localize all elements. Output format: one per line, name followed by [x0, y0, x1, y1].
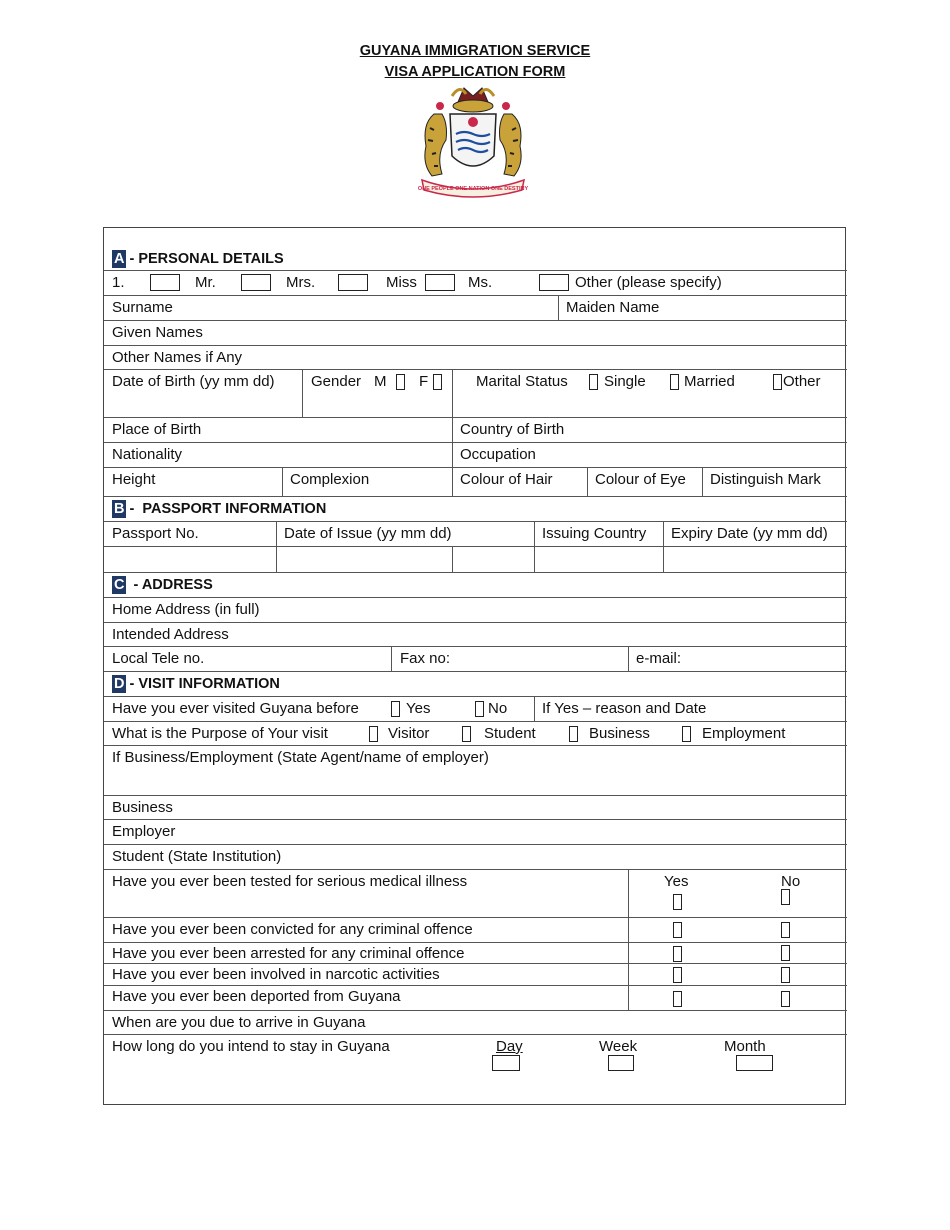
checkbox-duration-day[interactable]	[492, 1055, 520, 1071]
checkbox-gender-f[interactable]	[433, 374, 442, 390]
section-a-title: - PERSONAL DETAILS	[129, 251, 284, 267]
checkbox-mrs[interactable]	[241, 274, 271, 291]
section-a-badge: A	[114, 251, 125, 267]
stay-duration-label: How long do you intend to stay in Guyana	[112, 1038, 390, 1055]
visited-before-row	[104, 696, 847, 721]
question-convicted: Have you ever been convicted for any criminal offence	[112, 921, 473, 938]
checkbox-visited-yes[interactable]	[391, 701, 400, 717]
business-row	[104, 795, 847, 819]
section-c-header	[104, 572, 847, 597]
surname-field[interactable]: Surname	[112, 299, 173, 316]
section-b-badge: B	[114, 501, 125, 517]
crest-motto: ONE PEOPLE ONE NATION ONE DESTINY	[417, 186, 529, 192]
question-arrested: Have you ever been arrested for any criminal offence	[112, 945, 465, 962]
place-of-birth-field[interactable]: Place of Birth	[112, 421, 202, 438]
surname-row	[104, 295, 847, 320]
checkbox-gender-m[interactable]	[396, 374, 405, 390]
label-visitor: Visitor	[388, 725, 430, 742]
section-d-title: - VISIT INFORMATION	[129, 676, 280, 692]
label-miss: Miss	[386, 274, 417, 291]
label-visited-no: No	[488, 700, 508, 717]
question-medical: Have you ever been tested for serious medical illness	[112, 873, 468, 890]
checkbox-duration-week[interactable]	[608, 1055, 634, 1071]
section-d-header	[104, 671, 847, 696]
label-mr: Mr.	[195, 274, 216, 291]
dob-field[interactable]: Date of Birth (yy mm dd)	[112, 373, 275, 390]
maiden-name-field[interactable]: Maiden Name	[566, 299, 660, 316]
checkbox-mr[interactable]	[150, 274, 180, 291]
issue-date-input[interactable]	[276, 547, 534, 573]
passport-no-label: Passport No.	[112, 525, 199, 542]
coat-of-arms-icon	[402, 84, 544, 200]
other-names-row	[104, 345, 847, 369]
checkbox-student[interactable]	[462, 726, 471, 742]
arrival-row	[104, 1010, 847, 1034]
checkbox-deported-no[interactable]	[781, 991, 790, 1007]
nationality-row	[104, 442, 847, 467]
given-names-field[interactable]: Given Names	[112, 324, 203, 341]
section-b-title: PASSPORT INFORMATION	[142, 501, 327, 517]
student-row	[104, 844, 847, 869]
eye-colour-field[interactable]: Colour of Eye	[595, 471, 686, 488]
duration-day-label: Day	[496, 1038, 523, 1055]
label-other-title: Other (please specify)	[575, 274, 722, 291]
question-row-medical	[104, 869, 847, 917]
gender-f-label: F	[419, 373, 429, 390]
column-no-label: No	[781, 873, 801, 890]
physical-row	[104, 467, 847, 496]
section-c-title: - ADDRESS	[133, 577, 213, 593]
expiry-date-input[interactable]	[663, 547, 847, 573]
question-row-arrested	[104, 942, 847, 963]
label-business: Business	[589, 725, 650, 742]
passport-header-row	[104, 521, 847, 546]
section-b-header: B - PASSPORT INFORMATION	[104, 496, 847, 521]
agency-title: GUYANA IMMIGRATION SERVICE	[359, 43, 591, 59]
height-field[interactable]: Height	[112, 471, 156, 488]
duration-month-label: Month	[724, 1038, 766, 1055]
given-names-row	[104, 320, 847, 345]
employer-row	[104, 819, 847, 844]
label-ms: Ms.	[468, 274, 493, 291]
arrival-date-field[interactable]: When are you due to arrive in Guyana	[112, 1014, 366, 1031]
stay-duration-row	[104, 1034, 847, 1105]
dob-row	[104, 369, 847, 417]
marital-status-label: Marital Status	[476, 373, 568, 390]
question-deported: Have you ever been deported from Guyana	[112, 988, 401, 1005]
question-row-deported	[104, 985, 847, 1010]
expiry-date-label: Expiry Date (yy mm dd)	[671, 525, 828, 542]
gender-label: Gender	[311, 373, 362, 390]
issuing-country-label: Issuing Country	[542, 525, 647, 542]
label-marital-other: Other	[783, 373, 821, 390]
occupation-field[interactable]: Occupation	[460, 446, 536, 463]
other-names-field[interactable]: Other Names if Any	[112, 349, 243, 366]
passport-input-row	[104, 546, 847, 572]
checkbox-employment[interactable]	[682, 726, 691, 742]
gender-m-label: M	[374, 373, 387, 390]
checkbox-miss[interactable]	[338, 274, 368, 291]
contact-row	[104, 646, 847, 671]
home-address-field[interactable]: Home Address (in full)	[112, 601, 260, 618]
home-address-row	[104, 597, 847, 622]
section-c-badge: C	[114, 577, 125, 593]
visited-before-label: Have you ever visited Guyana before	[112, 700, 359, 717]
checkbox-other-title[interactable]	[539, 274, 569, 291]
agent-row	[104, 745, 847, 795]
birth-place-row	[104, 417, 847, 442]
column-yes-label: Yes	[664, 873, 689, 890]
question-row-convicted	[104, 917, 847, 942]
form-title: VISA APPLICATION FORM	[384, 64, 566, 80]
issuing-country-input[interactable]	[534, 547, 663, 573]
country-of-birth-field[interactable]: Country of Birth	[460, 421, 565, 438]
label-married: Married	[684, 373, 735, 390]
visit-reason-field[interactable]: If Yes – reason and Date	[542, 700, 707, 717]
fax-field[interactable]: Fax no:	[400, 650, 451, 667]
question-row-narcotic	[104, 963, 847, 985]
checkbox-narcotic-yes[interactable]	[673, 967, 682, 983]
checkbox-convicted-no[interactable]	[781, 922, 790, 938]
label-employment: Employment	[702, 725, 786, 742]
checkbox-duration-month[interactable]	[736, 1055, 773, 1071]
section-d-badge: D	[114, 676, 125, 692]
checkbox-single[interactable]	[589, 374, 598, 390]
distinguish-mark-field[interactable]: Distinguish Mark	[710, 471, 821, 488]
visa-application-form	[103, 227, 846, 1105]
section-a-header	[104, 228, 847, 270]
agent-employer-field[interactable]: If Business/Employment (State Agent/name of employer)	[112, 749, 489, 766]
local-tele-field[interactable]: Local Tele no.	[112, 650, 205, 667]
checkbox-married[interactable]	[670, 374, 679, 390]
purpose-label: What is the Purpose of Your visit	[112, 725, 328, 742]
checkbox-arrested-no[interactable]	[781, 945, 790, 961]
checkbox-medical-no[interactable]	[781, 889, 790, 905]
checkbox-narcotic-no[interactable]	[781, 967, 790, 983]
checkbox-ms[interactable]	[425, 274, 455, 291]
intended-address-field[interactable]: Intended Address	[112, 626, 229, 643]
label-mrs: Mrs.	[286, 274, 316, 291]
student-institution-field[interactable]: Student (State Institution)	[112, 848, 282, 865]
checkbox-visited-no[interactable]	[475, 701, 484, 717]
checkbox-deported-yes[interactable]	[673, 991, 682, 1007]
passport-no-input[interactable]	[104, 547, 276, 573]
label-student: Student	[484, 725, 536, 742]
nationality-field[interactable]: Nationality	[112, 446, 183, 463]
checkbox-business[interactable]	[569, 726, 578, 742]
purpose-row	[104, 721, 847, 745]
business-field[interactable]: Business	[112, 799, 173, 816]
issue-date-label: Date of Issue (yy mm dd)	[284, 525, 452, 542]
checkbox-medical-yes[interactable]	[673, 894, 682, 910]
title-row	[104, 270, 847, 295]
checkbox-marital-other[interactable]	[773, 374, 782, 390]
item-number: 1.	[112, 274, 125, 291]
label-visited-yes: Yes	[406, 700, 431, 717]
label-single: Single	[604, 373, 646, 390]
intended-address-row	[104, 622, 847, 646]
checkbox-arrested-yes[interactable]	[673, 946, 682, 962]
email-field[interactable]: e-mail:	[636, 650, 682, 667]
hair-colour-field[interactable]: Colour of Hair	[460, 471, 553, 488]
checkbox-convicted-yes[interactable]	[673, 922, 682, 938]
duration-week-label: Week	[599, 1038, 638, 1055]
employer-field[interactable]: Employer	[112, 823, 176, 840]
complexion-field[interactable]: Complexion	[290, 471, 370, 488]
checkbox-visitor[interactable]	[369, 726, 378, 742]
question-narcotic: Have you ever been involved in narcotic activities	[112, 966, 440, 983]
